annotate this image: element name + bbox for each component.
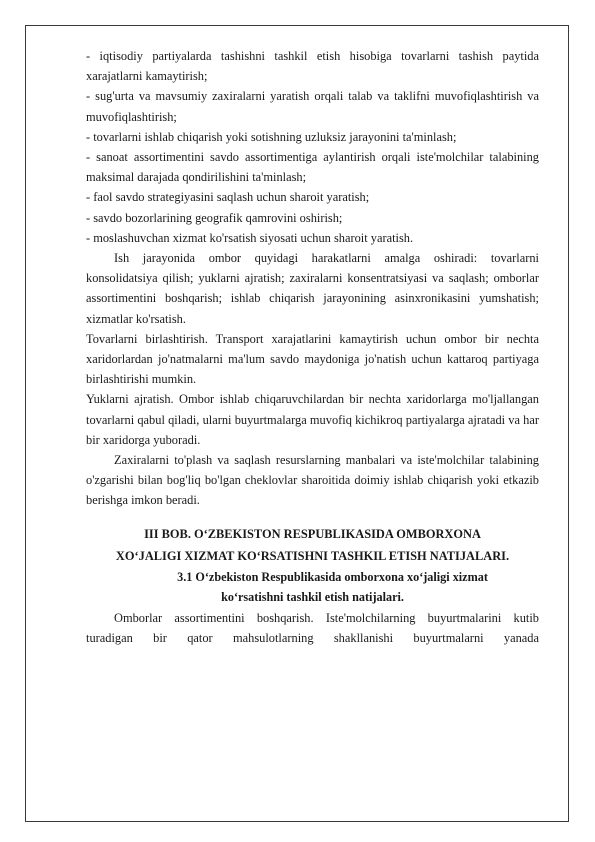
paragraph: Tovarlarni birlashtirish. Transport xarajatlarini kamaytirish uchun ombor bir nechta xaridorlardan jo'natmalarni ma'lum savdo maydoniga jo'natish uchun kattaroq partiyaga birlashtirishi mumkin. (86, 331, 539, 387)
bullet-item: - iqtisodiy partiyalarda tashishni tashkil etish hisobiga tovarlarni tashish paytida xarajatlarni kamaytirish; (86, 49, 539, 84)
paragraph: Ish jarayonida ombor quyidagi harakatlarni amalga oshiradi: tovarlarni konsolidatsiya qilish; yuklarni ajratish; zaxiralarni konsentratsiyasi va saqlash; omborlar assortimentini boshqarish; ishlab chiqarish jarayonining asinxronikasini yumshatish; xizmatlar ko'rsatish. (86, 251, 539, 326)
section-heading-line-1: 3.1 O‘zbekiston Respublikasida omborxona xo‘jaligi xizmat (177, 569, 488, 584)
bullet-item: - tovarlarni ishlab chiqarish yoki sotishning uzluksiz jarayonini ta'minlash; (86, 129, 457, 144)
chapter-heading (86, 523, 539, 567)
bullet-item: - sug'urta va mavsumiy zaxiralarni yaratish orqali talab va taklifni muvofiqlashtirish va muvofiqlashtirish; (86, 89, 539, 124)
paragraph: Yuklarni ajratish. Ombor ishlab chiqaruvchilardan bir nechta xaridorlarga mo'ljallangan tovarlarni qabul qiladi, ularni buyurtmalarga muvofiq kichikroq partiyalarga ajratadi va har bir xaridorga yuboradi. (86, 392, 539, 447)
bullet-item: - moslashuvchan xizmat ko'rsatish siyosati uchun sharoit yaratish. (86, 230, 414, 245)
chapter-heading-line-2: XO‘JALIGI XIZMAT KO‘RSATISHNI TASHKIL ETISH NATIJALARI. (115, 548, 510, 563)
bullet-item: - sanoat assortimentini savdo assortimentiga aylantirish orqali iste'molchilar talabining maksimal darajada qondirilishini ta'minlash; (86, 150, 539, 185)
spacer (86, 511, 539, 523)
bullet-item: - savdo bozorlarining geografik qamrovini oshirish; (86, 210, 343, 225)
section-heading (86, 567, 539, 608)
chapter-heading-line-1: III BOB. O‘ZBEKISTON RESPUBLIKASIDA OMBORXONA (144, 526, 481, 541)
bullet-item: - faol savdo strategiyasini saqlash uchun sharoit yaratish; (86, 190, 370, 205)
paragraph: Omborlar assortimentini boshqarish. Iste'molchilarning buyurtmalarini kutib turadigan bir qator mahsulotlarning shakllanishi buyurtmalarni yanada (86, 610, 539, 645)
document-body (86, 46, 539, 648)
section-heading-line-2: ko‘rsatishni tashkil etish natijalari. (221, 590, 404, 605)
paragraph: Zaxiralarni to'plash va saqlash resurslarning manbalari va iste'molchilar talabining o'zgarishi bilan bog'liq bo'lgan cheklovlar sharoitida doimiy ishlab chiqarish yoki etkazib berishga imkon beradi. (86, 453, 539, 508)
